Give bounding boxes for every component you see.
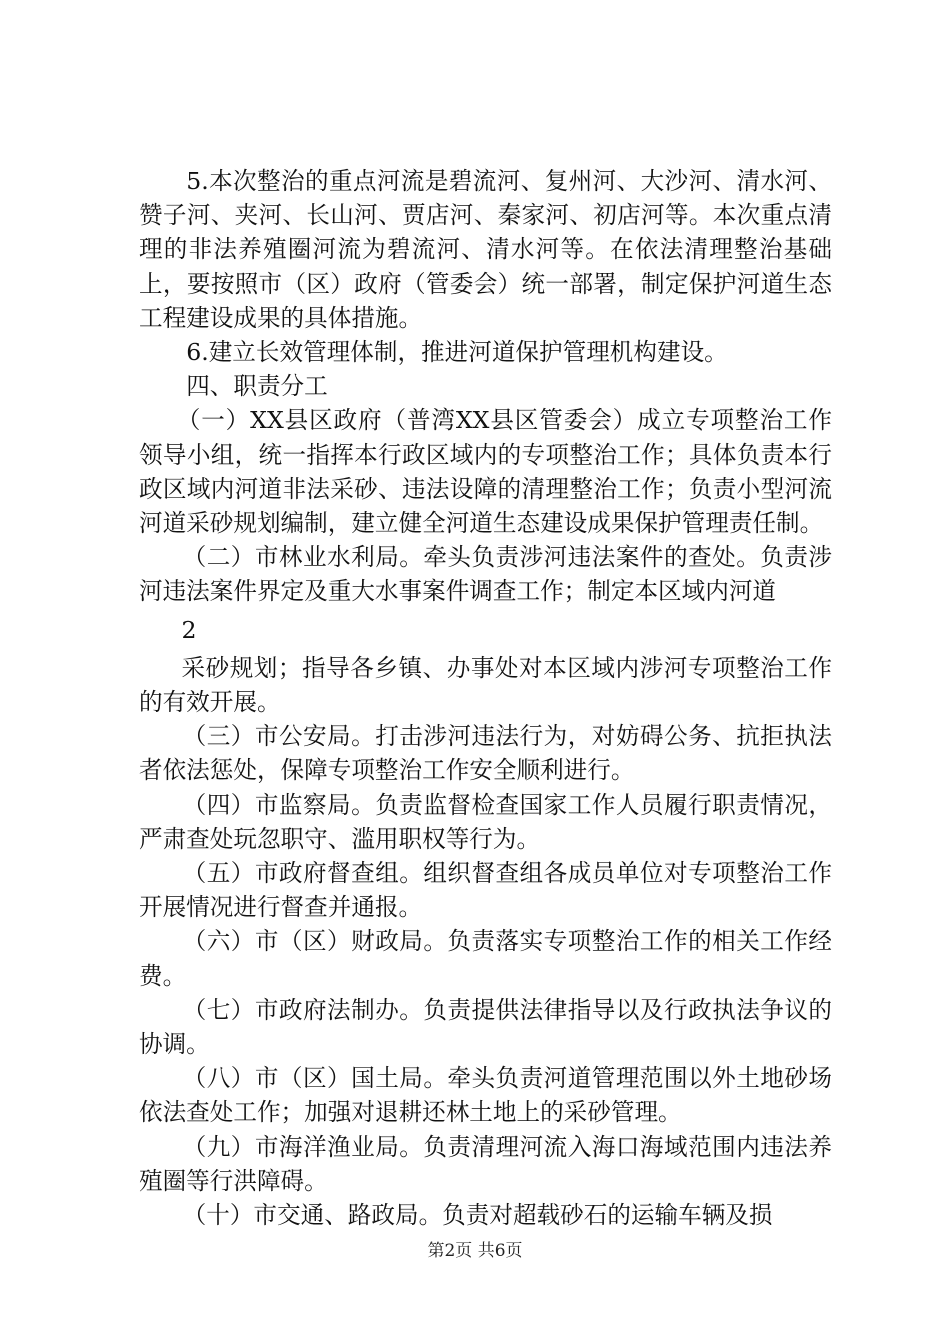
- document-body: [139, 164, 832, 1232]
- paragraph-duty-3: （三）市公安局。打击涉河违法行为，对妨碍公务、抗拒执法者依法惩处，保障专项整治工作安全顺利进行。: [139, 722, 832, 785]
- paragraph-duty-9: （九）市海洋渔业局。负责清理河流入海口海域范围内违法养殖圈等行洪障碍。: [139, 1132, 832, 1195]
- section-heading-duties: 四、职责分工: [186, 372, 328, 401]
- paragraph-item-6: 6.建立长效管理体制，推进河道保护管理机构建设。: [186, 338, 728, 367]
- paragraph-duty-4: （四）市监察局。负责监督检查国家工作人员履行职责情况，严肃查处玩忽职守、滥用职权等行为。: [139, 790, 832, 853]
- paragraph-item-5: 5.本次整治的重点河流是碧流河、复州河、大沙河、清水河、赞子河、夹河、长山河、贾店河、秦家河、初店河等。本次重点清理的非法养殖圈河流为碧流河、清水河等。在依法清理整治基础上，要按照市（区）政府（管委会）统一部署，制定保护河道生态工程建设成果的具体措施。: [139, 167, 832, 332]
- inline-page-number: 2: [181, 615, 197, 644]
- paragraph-duty-8: （八）市（区）国土局。牵头负责河道管理范围以外土地砂场依法查处工作；加强对退耕还林土地上的采砂管理。: [139, 1064, 832, 1127]
- paragraph-duty-10: （十）市交通、路政局。负责对超载砂石的运输车辆及损: [182, 1201, 773, 1230]
- paragraph-duty-2-continued: 采砂规划；指导各乡镇、办事处对本区域内涉河专项整治工作的有效开展。: [139, 653, 832, 717]
- paragraph-duty-1: （一）XX县区政府（普湾XX县区管委会）成立专项整治工作领导小组，统一指挥本行政区域内的专项整治工作；具体负责本行政区域内河道非法采砂、违法设障的清理整治工作；负责小型河流河道采砂规划编制，建立健全河道生态建设成果保护管理责任制。: [139, 406, 832, 538]
- paragraph-duty-2: （二）市林业水利局。牵头负责涉河违法案件的查处。负责涉河违法案件界定及重大水事案件调查工作；制定本区域内河道: [139, 543, 832, 606]
- paragraph-duty-5: （五）市政府督查组。组织督查组各成员单位对专项整治工作开展情况进行督查并通报。: [139, 859, 832, 922]
- paragraph-duty-7: （七）市政府法制办。负责提供法律指导以及行政执法争议的协调。: [139, 995, 832, 1059]
- page-footer: 第2页 共6页: [427, 1241, 523, 1261]
- paragraph-duty-6: （六）市（区）财政局。负责落实专项整治工作的相关工作经费。: [139, 927, 832, 990]
